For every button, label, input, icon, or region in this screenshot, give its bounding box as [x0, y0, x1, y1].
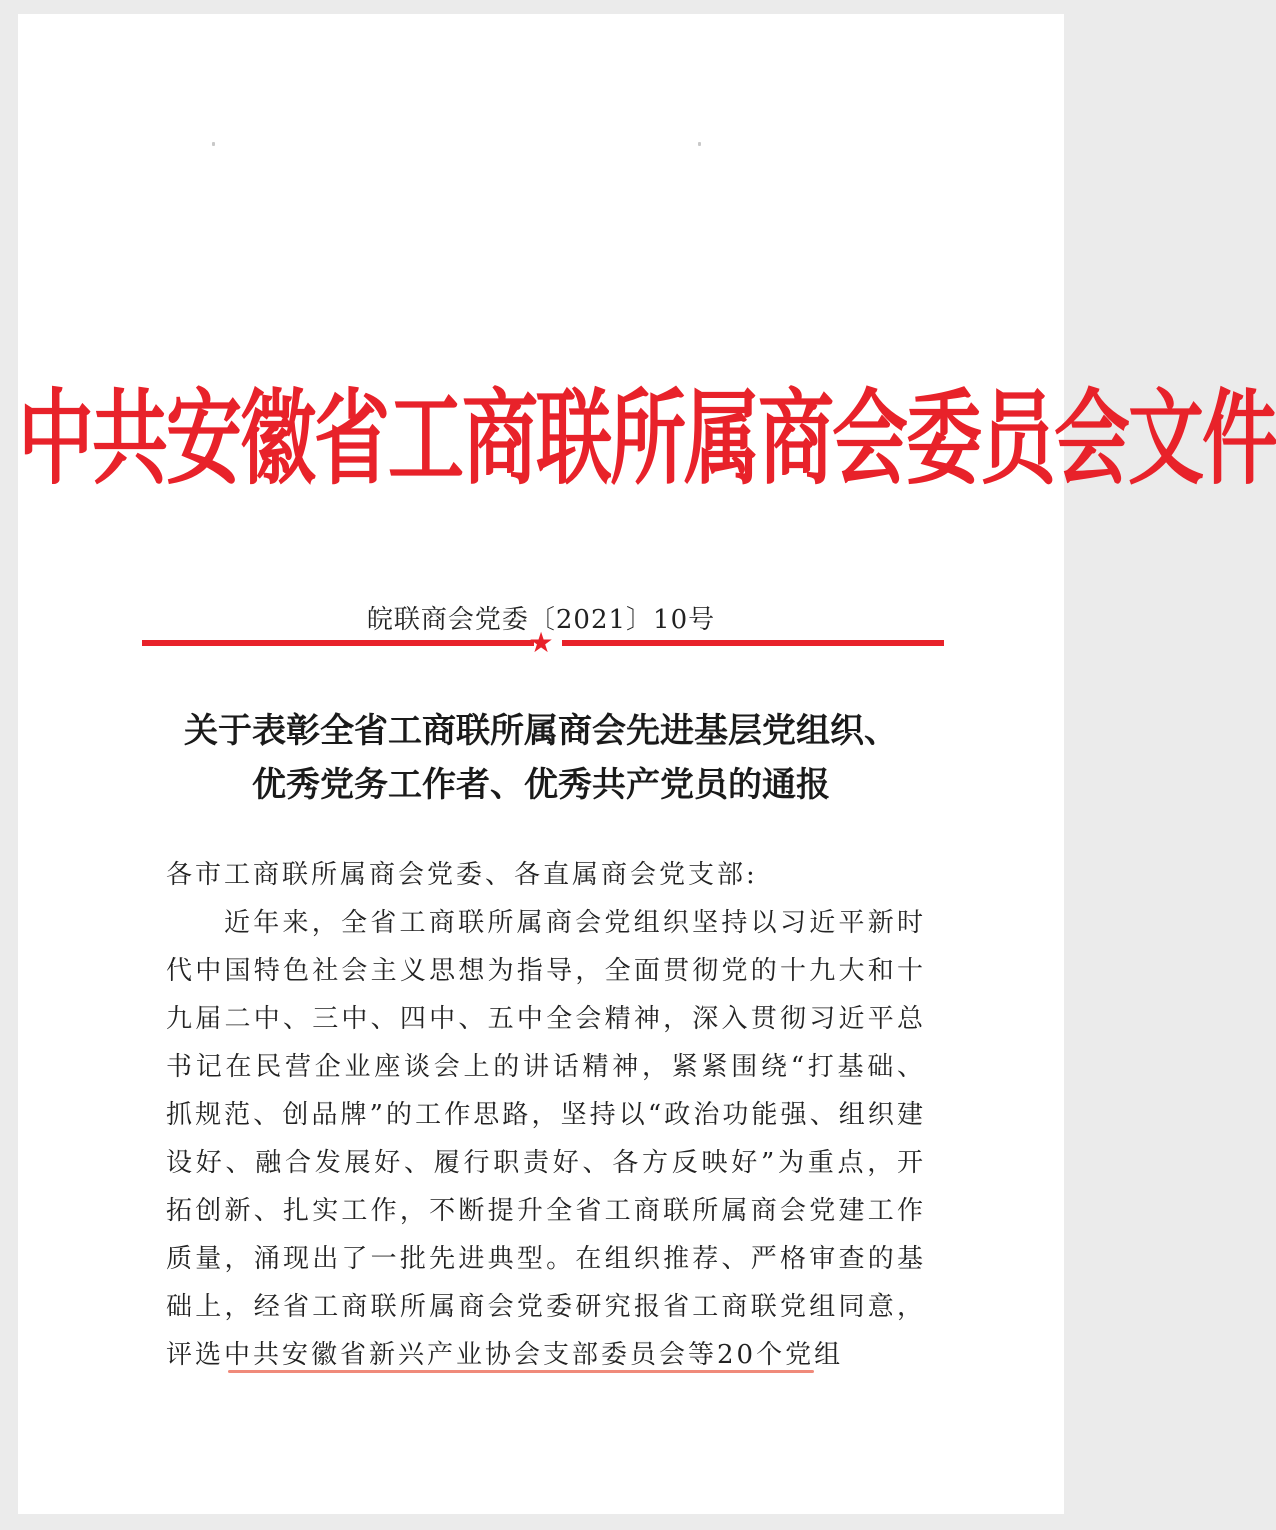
scan-speck	[212, 142, 215, 146]
salutation: 各市工商联所属商会党委、各直属商会党支部:	[166, 860, 758, 890]
notice-title-line: 关于表彰全省工商联所属商会先进基层党组织、	[184, 711, 898, 751]
body-paragraph: 近年来，全省工商联所属商会党组织坚持以习近平新时代中国特色社会主义思想为指导，全面贯彻党的十九大和十九届二中、三中、四中、五中全会精神，深入贯彻习近平总书记在民营企业座谈会上的讲话精神，紧紧围绕“打基础、抓规范、创品牌”的工作思路，坚持以“政治功能强、组织建设好、融合发展好、履行职责好、各方反映好”为重点，开拓创新、扎实工作，不断提升全省工商联所属商会党建工作质量，涌现出了一批先进典型。在组织推荐、严格审查的基础上，经省工商联所属商会党委研究报省工商联党组同意，评选中共安徽省新兴产业协会支部委员会等20个党组	[166, 908, 926, 1370]
star-icon: ★	[528, 626, 554, 659]
document-masthead: 中共安徽省工商联所属商会委员会文件	[18, 378, 1276, 499]
notice-title	[18, 704, 1064, 812]
red-divider-left	[142, 640, 534, 646]
notice-body	[166, 851, 926, 1379]
scan-speck	[698, 142, 701, 146]
document-page	[18, 14, 1276, 1514]
document-number: 皖联商会党委〔2021〕10号	[366, 605, 716, 635]
red-divider-right	[562, 640, 944, 646]
highlight-underline	[228, 1370, 814, 1373]
notice-title-line: 优秀党务工作者、优秀共产党员的通报	[252, 765, 830, 805]
